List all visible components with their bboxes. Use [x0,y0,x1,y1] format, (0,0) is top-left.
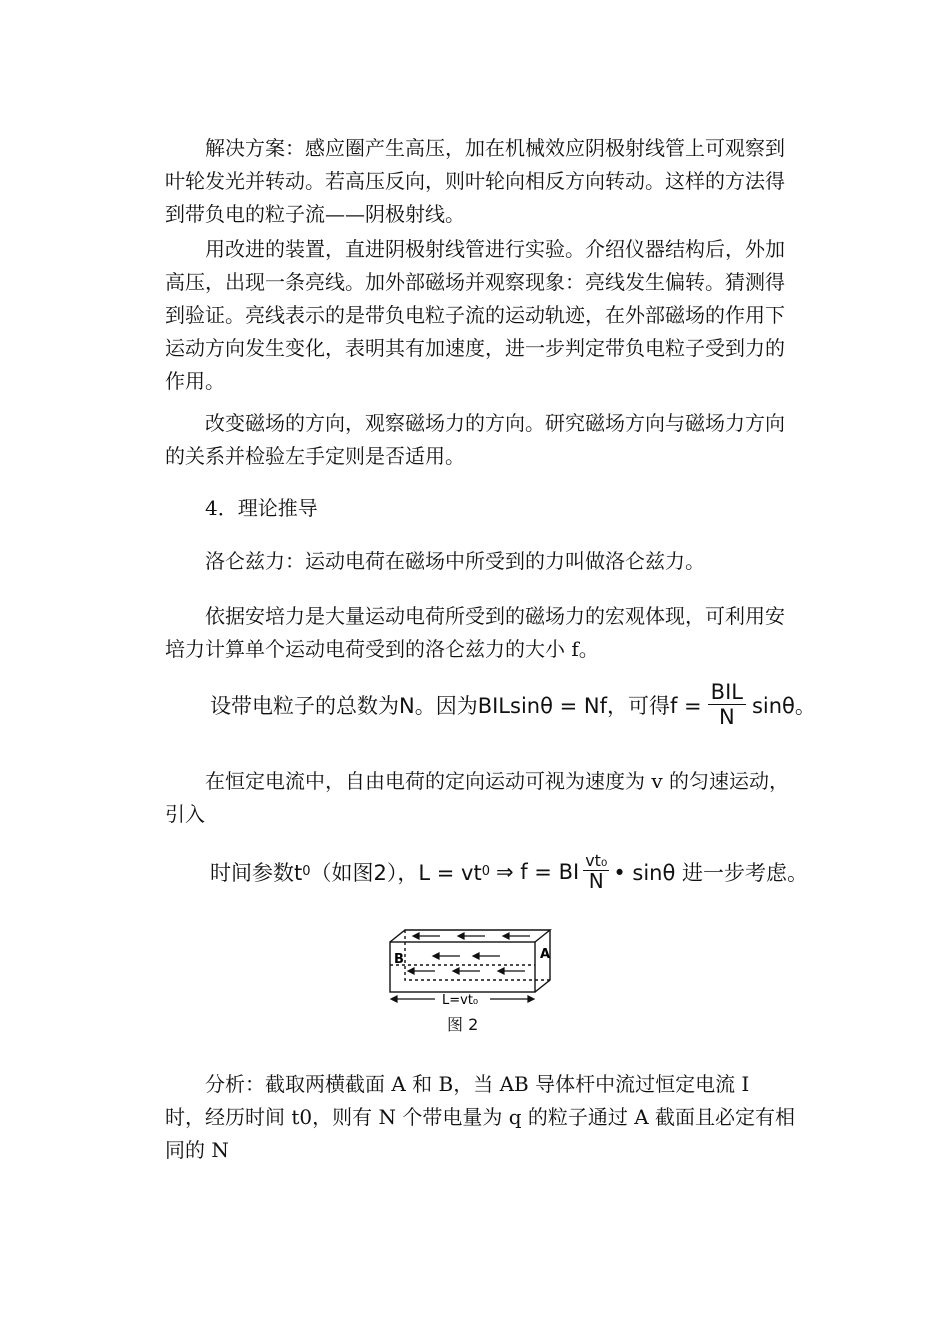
formula2-denominator: N [588,869,604,893]
paragraph-solution: 解决方案：感应圈产生高压，加在机械效应阴极射线管上可观察到叶轮发光并转动。若高压反向，则叶轮向相反方向转动。这样的方法得到带负电的粒子流——阴极射线。 [165,136,785,226]
conductor-diagram [385,925,560,1005]
section-heading-theory: 4．理论推导 [205,496,318,520]
label-a: A [540,947,551,962]
formula2-suffix: • sinθ 进一步考虑。 [613,860,809,885]
formula2-fraction [583,852,609,891]
length-label: L=vt₀ [442,993,479,1005]
paragraph-ampere-basis: 依据安培力是大量运动电荷所受到的磁场力的宏观体现，可利用安培力计算单个运动电荷受到的洛仑兹力的大小 f。 [165,604,785,661]
paragraph-lorentz-definition: 洛仑兹力：运动电荷在磁场中所受到的力叫做洛仑兹力。 [205,549,705,573]
figure-caption: 图 2 [447,1015,479,1034]
formula1-prefix: 设带电粒子的总数为N。因为BILsinθ = Nf，可得f = [210,693,702,718]
paragraph-field-direction: 改变磁场的方向，观察磁场力的方向。研究磁场方向与磁场力方向的关系并检验左手定则是否适用。 [165,411,785,468]
formula2-prefix: 时间参数t [210,860,303,885]
paragraph-experiment: 用改进的装置，直进阴极射线管进行实验。介绍仪器结构后，外加高压，出现一条亮线。加外部磁场并观察现象：亮线发生偏转。猜测得到验证。亮线表示的是带负电粒子流的运动轨迹，在外部磁场的作用下运动方向发生变化，表明其有加速度，进一步判定带负电粒子受到力的作用。 [165,237,785,393]
formula2-arrow: ⇒ f = BI [495,859,580,884]
formula1-denominator: N [718,705,735,729]
label-b: B [394,952,404,967]
conductor-front-face [390,942,535,992]
formula2-numerator: vt₀ [585,851,608,870]
paragraph-steady-current: 在恒定电流中，自由电荷的定向运动可视为速度为 v 的匀速运动，引入 [165,769,790,826]
formula1-suffix: sinθ。 [751,693,816,718]
formula-time-parameter [210,852,808,891]
formula1-numerator: BIL [708,680,746,705]
current-arrows [408,933,530,974]
formula1-fraction [708,680,746,729]
paragraph-analysis: 分析：截取两横截面 A 和 B，当 AB 导体杆中流过恒定电流 I 时，经历时间 t0，则有 N 个带电量为 q 的粒子通过 A 截面且必定有相同的 N [165,1072,796,1162]
formula2-sub1: 0 [481,864,490,879]
formula2-mid: （如图2），L = vt [310,860,482,885]
formula2-sub0: 0 [302,864,311,879]
formula-lorentz-force [210,680,816,729]
